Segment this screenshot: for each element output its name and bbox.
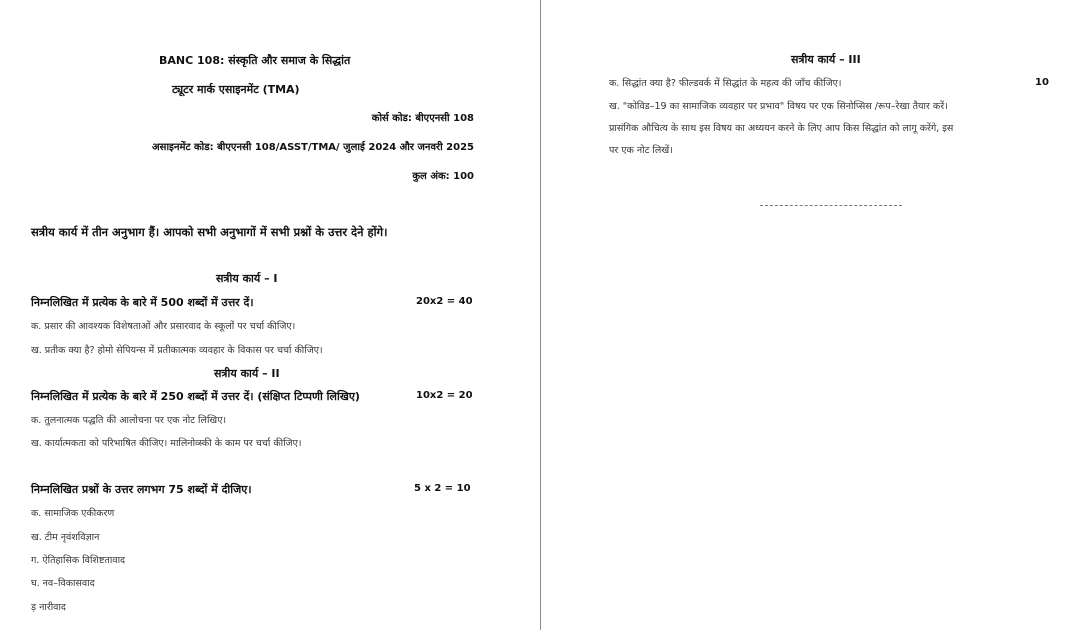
section-3-question-b-line-1: ख. "कोविड–19 का सामाजिक व्यवहार पर प्रभाव" विषय पर एक सिनोप्सिस /रूप–रेखा तैयार करें। [609, 101, 948, 112]
list-item: ड़ नारीवाद [31, 602, 66, 613]
right-page [542, 0, 1080, 630]
course-code: कोर्स कोड: बीएएनसी 108 [371, 113, 474, 124]
section-1-question-b: ख. प्रतीक क्या है? होमो सेपियन्स में प्रतीकात्मक व्यवहार के विकास पर चर्चा कीजिए। [31, 345, 323, 356]
document-subtitle: ट्यूटर मार्क एसाइनमेंट (TMA) [172, 83, 300, 96]
page-divider [540, 0, 541, 630]
section-3-question-a: क. सिद्धांत क्या है? फील्डवर्क में सिद्धांत के महत्व की जाँच कीजिए। [609, 78, 842, 89]
section-1-instruction: निम्नलिखित में प्रत्येक के बारे में 500 शब्दों में उत्तर दें। [31, 296, 254, 309]
section-1-marks: 20x2 = 40 [416, 296, 473, 307]
section-3-question-a-marks: 10 [1035, 77, 1049, 88]
section-2-instruction: निम्नलिखित में प्रत्येक के बारे में 250 शब्दों में उत्तर दें। (संक्षिप्त टिप्पणी लिखिए) [31, 390, 360, 403]
section-1-heading: सत्रीय कार्य – I [216, 272, 278, 285]
list-item: ग. ऐतिहासिक विशिष्टतावाद [31, 555, 126, 566]
section-2-question-b: ख. कार्यात्मकता को परिभाषित कीजिए। मालिनोव्स्की के काम पर चर्चा कीजिए। [31, 438, 302, 449]
section-2-heading: सत्रीय कार्य – II [214, 367, 280, 380]
section-3-question-b-line-2: प्रासंगिक औचित्य के साथ इस विषय का अध्ययन करने के लिए आप किस सिद्धांत को लागू करेंगे, इस [609, 123, 954, 134]
section-3-question-b-line-3: पर एक नोट लिखें। [609, 145, 673, 156]
section-2-marks: 10x2 = 20 [416, 390, 473, 401]
section-2-question-a: क. तुलनात्मक पद्धति की आलोचना पर एक नोट लिखिए। [31, 415, 227, 426]
section-1-question-a: क. प्रसार की आवश्यक विशेषताओं और प्रसारवाद के स्कूलों पर चर्चा कीजिए। [31, 321, 296, 332]
section-3-marks: 5 x 2 = 10 [414, 483, 471, 494]
document-title: BANC 108: संस्कृति और समाज के सिद्धांत [159, 54, 351, 67]
section-3-heading: सत्रीय कार्य – III [791, 53, 861, 66]
general-instruction: सत्रीय कार्य में तीन अनुभाग हैं। आपको सभी अनुभागों में सभी प्रश्नों के उत्तर देने होंगे। [31, 225, 388, 239]
list-item: क. सामाजिक एकीकरण [31, 508, 115, 519]
list-item: घ. नव–विकासवाद [31, 578, 95, 589]
assignment-code: असाइनमेंट कोड: बीएएनसी 108/ASST/TMA/ जुलाई 2024 और जनवरी 2025 [152, 142, 474, 153]
list-item: ख. टीम नृवंशविज्ञान [31, 532, 100, 543]
section-3-instruction: निम्नलिखित प्रश्नों के उत्तर लगभग 75 शब्दों में दीजिए। [31, 483, 252, 496]
separator-line [760, 205, 902, 206]
total-marks: कुल अंक: 100 [412, 171, 474, 182]
